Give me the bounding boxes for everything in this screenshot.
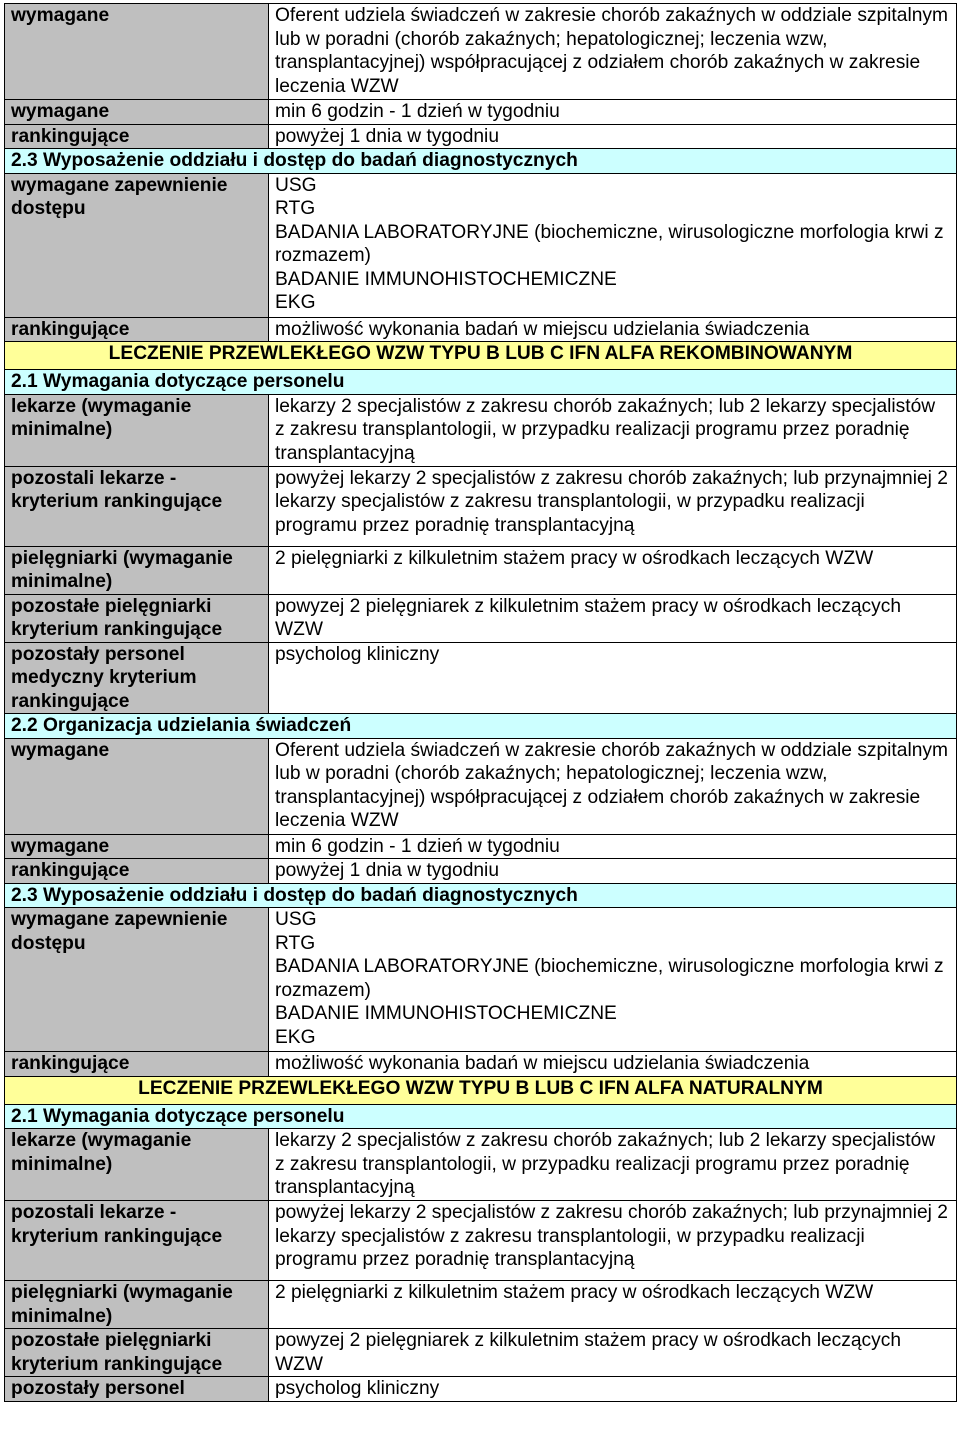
row-value: min 6 godzin - 1 dzień w tygodniu [269, 834, 957, 859]
table-row [5, 834, 957, 859]
row-value: lekarzy 2 specjalistów z zakresu chorób zakaźnych; lub 2 lekarzy specjalistów z zakresu transplantologii, w przypadku realizacji programu przez poradnię transplantacyjną [269, 1129, 957, 1201]
table-row [5, 124, 957, 149]
table-row [5, 594, 957, 642]
row-value: powyzej 2 pielęgniarek z kilkuletnim stażem pracy w ośrodkach leczących WZW [269, 594, 957, 642]
row-label: wymagane zapewnienie dostępu [5, 173, 269, 317]
table-row [5, 1377, 957, 1402]
table-row [5, 317, 957, 342]
table-row [5, 466, 957, 546]
row-value: Oferent udziela świadczeń w zakresie chorób zakaźnych w oddziale szpitalnym lub w poradni (chorób zakaźnych; hepatologicznej; leczenia wzw, transplantacyjnej) współpracującej z odziałem chorób zakaźnych w zakresie leczenia WZW [269, 738, 957, 834]
row-label: lekarze (wymaganie minimalne) [5, 394, 269, 466]
table-row [5, 546, 957, 594]
table-row [5, 859, 957, 884]
section-heading: 2.2 Organizacja udzielania świadczeń [5, 714, 957, 739]
row-label: pozostali lekarze - kryterium rankingujące [5, 466, 269, 546]
row-label: wymagane [5, 834, 269, 859]
row-label: lekarze (wymaganie minimalne) [5, 1129, 269, 1201]
row-label: wymagane [5, 100, 269, 125]
row-label: rankingujące [5, 317, 269, 342]
row-value: powyżej lekarzy 2 specjalistów z zakresu chorób zakaźnych; lub przynajmniej 2 lekarzy specjalistów z zakresu transplantologii, w przypadku realizacji programu przez poradnię transplantacyjną [269, 466, 957, 546]
requirements-table [4, 3, 957, 1402]
section-heading-row [5, 149, 957, 174]
table-row [5, 4, 957, 100]
table-row [5, 908, 957, 1052]
row-value: powyżej 1 dnia w tygodniu [269, 124, 957, 149]
row-value: powyzej 2 pielęgniarek z kilkuletnim stażem pracy w ośrodkach leczących WZW [269, 1329, 957, 1377]
table-row [5, 1129, 957, 1201]
row-label: wymagane zapewnienie dostępu [5, 908, 269, 1052]
table-row [5, 394, 957, 466]
table-row [5, 738, 957, 834]
row-label: pielęgniarki (wymaganie minimalne) [5, 546, 269, 594]
program-title: LECZENIE PRZEWLEKŁEGO WZW TYPU B LUB C IFN ALFA NATURALNYM [5, 1076, 957, 1104]
program-title: LECZENIE PRZEWLEKŁEGO WZW TYPU B LUB C IFN ALFA REKOMBINOWANYM [5, 342, 957, 370]
row-value: psycholog kliniczny [269, 642, 957, 714]
table-row [5, 1201, 957, 1281]
row-value: USG RTG BADANIA LABORATORYJNE (biochemiczne, wirusologiczne morfologia krwi z rozmazem) BADANIE IMMUNOHISTOCHEMICZNE EKG [269, 173, 957, 317]
row-value: możliwość wykonania badań w miejscu udzielania świadczenia [269, 1052, 957, 1077]
row-value: 2 pielęgniarki z kilkuletnim stażem pracy w ośrodkach leczących WZW [269, 546, 957, 594]
table-row [5, 642, 957, 714]
row-label: pozostały personel [5, 1377, 269, 1402]
section-heading: 2.3 Wyposażenie oddziału i dostęp do badań diagnostycznych [5, 149, 957, 174]
table-row [5, 1329, 957, 1377]
row-value: możliwość wykonania badań w miejscu udzielania świadczenia [269, 317, 957, 342]
row-value: powyżej lekarzy 2 specjalistów z zakresu chorób zakaźnych; lub przynajmniej 2 lekarzy specjalistów z zakresu transplantologii, w przypadku realizacji programu przez poradnię transplantacyjną [269, 1201, 957, 1281]
section-heading-row [5, 714, 957, 739]
row-label: wymagane [5, 738, 269, 834]
section-heading-row [5, 883, 957, 908]
section-heading-row [5, 1104, 957, 1129]
row-label: pozostałe pielęgniarki kryterium rankingujące [5, 1329, 269, 1377]
row-value: 2 pielęgniarki z kilkuletnim stażem pracy w ośrodkach leczących WZW [269, 1281, 957, 1329]
row-label: pielęgniarki (wymaganie minimalne) [5, 1281, 269, 1329]
row-label: wymagane [5, 4, 269, 100]
row-label: pozostali lekarze - kryterium rankingujące [5, 1201, 269, 1281]
row-value: psycholog kliniczny [269, 1377, 957, 1402]
row-label: rankingujące [5, 859, 269, 884]
row-value: USG RTG BADANIA LABORATORYJNE (biochemiczne, wirusologiczne morfologia krwi z rozmazem) BADANIE IMMUNOHISTOCHEMICZNE EKG [269, 908, 957, 1052]
program-title-row [5, 342, 957, 370]
row-label: rankingujące [5, 124, 269, 149]
row-label: pozostałe pielęgniarki kryterium rankingujące [5, 594, 269, 642]
section-heading: 2.1 Wymagania dotyczące personelu [5, 1104, 957, 1129]
program-title-row [5, 1076, 957, 1104]
table-row [5, 1052, 957, 1077]
row-label: rankingujące [5, 1052, 269, 1077]
row-value: lekarzy 2 specjalistów z zakresu chorób zakaźnych; lub 2 lekarzy specjalistów z zakresu transplantologii, w przypadku realizacji programu przez poradnię transplantacyjną [269, 394, 957, 466]
row-value: min 6 godzin - 1 dzień w tygodniu [269, 100, 957, 125]
section-heading: 2.1 Wymagania dotyczące personelu [5, 370, 957, 395]
table-row [5, 173, 957, 317]
row-label: pozostały personel medyczny kryterium rankingujące [5, 642, 269, 714]
table-row [5, 100, 957, 125]
row-value: Oferent udziela świadczeń w zakresie chorób zakaźnych w oddziale szpitalnym lub w poradni (chorób zakaźnych; hepatologicznej; leczenia wzw, transplantacyjnej) współpracującej z odziałem chorób zakaźnych w zakresie leczenia WZW [269, 4, 957, 100]
row-value: powyżej 1 dnia w tygodniu [269, 859, 957, 884]
section-heading: 2.3 Wyposażenie oddziału i dostęp do badań diagnostycznych [5, 883, 957, 908]
table-row [5, 1281, 957, 1329]
section-heading-row [5, 370, 957, 395]
